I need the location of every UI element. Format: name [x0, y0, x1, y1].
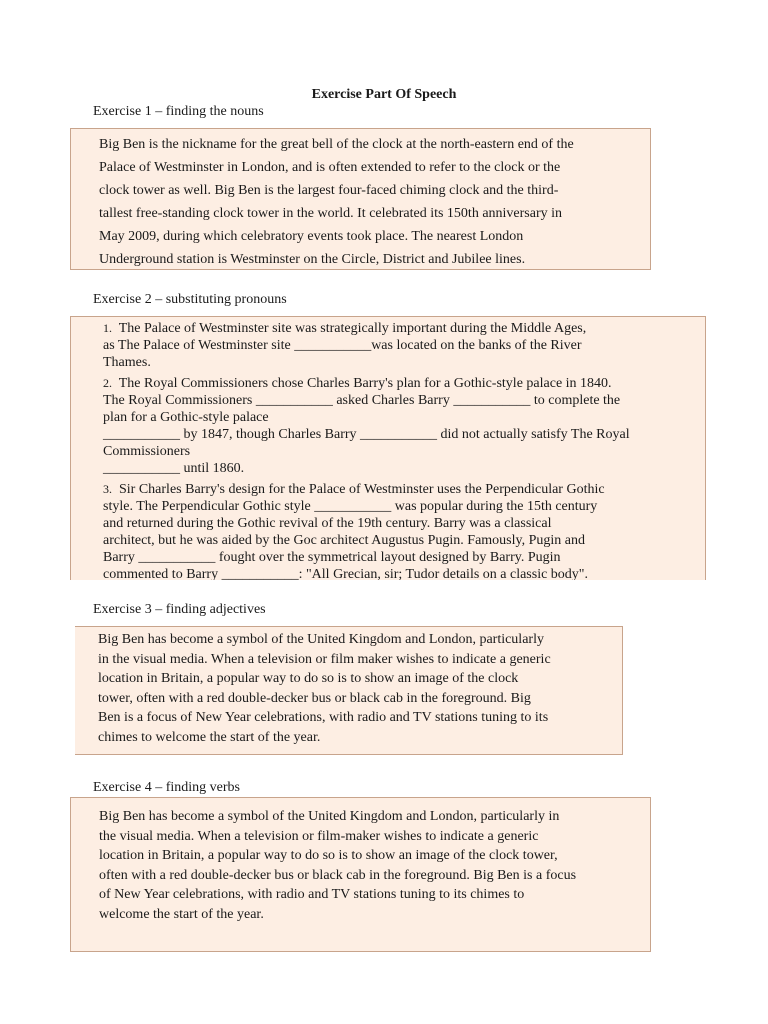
item-line: Barry ___________ fought over the symmetrical layout designed by Barry. Pugin	[103, 550, 561, 565]
item-line: Commissioners	[103, 444, 191, 459]
item-line: 1. The Palace of Westminster site was strategically important during the Middle Ages,	[103, 321, 587, 336]
document-title: Exercise Part Of Speech	[311, 87, 457, 102]
item-line: The Royal Commissioners ___________ asked Charles Barry ___________ to complete the	[103, 393, 621, 408]
exercise-2-box	[70, 316, 706, 580]
exercise-4-heading: Exercise 4 – finding verbs	[93, 780, 240, 795]
item-line: Thames.	[103, 355, 151, 370]
item-line: ___________ by 1847, though Charles Barry ___________ did not actually satisfy The Royal	[103, 427, 630, 442]
paragraph-line: Big Ben has become a symbol of the United Kingdom and London, particularly in	[99, 809, 560, 824]
item-number: 2.	[103, 376, 112, 390]
item-line: architect, but he was aided by the Goc architect Augustus Pugin. Famously, Pugin and	[103, 533, 586, 548]
item-number: 3.	[103, 482, 112, 496]
exercise-item	[103, 320, 685, 371]
paragraph-line: Palace of Westminster in London, and is often extended to refer to the clock or the	[99, 160, 561, 175]
exercise-4-box	[70, 797, 651, 952]
exercise-1-box	[70, 128, 651, 270]
paragraph-line: tallest free-standing clock tower in the world. It celebrated its 150th anniversary in	[99, 206, 563, 221]
paragraph-line: of New Year celebrations, with radio and TV stations tuning to its chimes to	[99, 887, 525, 902]
paragraph-line: tower, often with a red double-decker bus or black cab in the foreground. Big	[98, 690, 531, 706]
exercise-item	[103, 481, 685, 580]
item-line: 2. The Royal Commissioners chose Charles Barry's plan for a Gothic-style palace in 1840.	[103, 376, 612, 391]
exercise-3-heading: Exercise 3 – finding adjectives	[93, 602, 266, 617]
exercise-2-heading: Exercise 2 – substituting pronouns	[93, 292, 287, 307]
paragraph-line: often with a red double-decker bus or black cab in the foreground. Big Ben is a focus	[99, 867, 577, 883]
exercise-1-heading: Exercise 1 – finding the nouns	[93, 104, 264, 119]
paragraph-line: Underground station is Westminster on the Circle, District and Jubilee lines.	[99, 252, 526, 267]
item-line: ___________ until 1860.	[103, 461, 245, 476]
item-line: as The Palace of Westminster site ___________was located on the banks of the River	[103, 338, 582, 353]
paragraph-line: the visual media. When a television or film-maker wishes to indicate a generic	[99, 828, 539, 844]
item-line: 3. Sir Charles Barry's design for the Palace of Westminster uses the Perpendicular Gothic	[103, 482, 605, 497]
item-line: and returned during the Gothic revival of the 19th century. Barry was a classical	[103, 516, 552, 531]
paragraph-line: clock tower as well. Big Ben is the largest four-faced chiming clock and the third-	[99, 183, 559, 198]
item-number: 1.	[103, 321, 112, 335]
paragraph-line: location in Britain, a popular way to do so is to show an image of the clock tower,	[99, 848, 558, 863]
item-line: commented to Barry ___________: "All Grecian, sir; Tudor details on a classic body".	[103, 567, 589, 580]
item-line: style. The Perpendicular Gothic style ___________ was popular during the 15th century	[103, 499, 598, 514]
paragraph-line: chimes to welcome the start of the year.	[98, 729, 321, 745]
paragraph-line: Big Ben is the nickname for the great bell of the clock at the north-eastern end of the	[99, 137, 574, 152]
exercise-item	[103, 375, 685, 477]
paragraph-line: Big Ben has become a symbol of the United Kingdom and London, particularly	[98, 632, 544, 647]
paragraph-line: Ben is a focus of New Year celebrations, with radio and TV stations tuning to its	[98, 710, 549, 725]
paragraph-line: location in Britain, a popular way to do so is to show an image of the clock	[98, 671, 519, 686]
exercise-3-box	[75, 626, 623, 755]
item-line: plan for a Gothic-style palace	[103, 410, 269, 425]
paragraph-line: welcome the start of the year.	[99, 906, 264, 922]
paragraph-line: May 2009, during which celebratory events took place. The nearest London	[99, 229, 524, 244]
paragraph-line: in the visual media. When a television or film maker wishes to indicate a generic	[98, 651, 551, 667]
